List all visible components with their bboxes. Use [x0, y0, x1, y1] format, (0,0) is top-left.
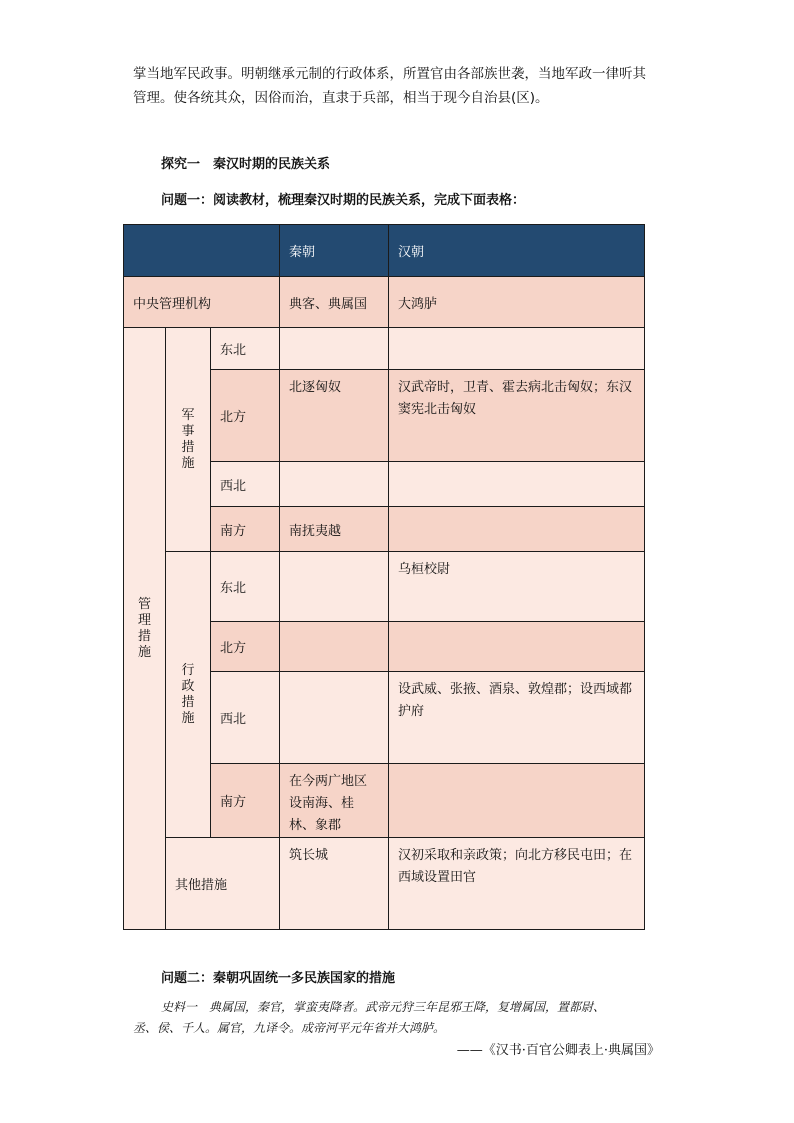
military-dir-northwest: 西北	[211, 462, 280, 507]
military-dir-north: 北方	[211, 370, 280, 462]
admin-dir-north: 北方	[211, 622, 280, 672]
admin-qin-north	[280, 622, 389, 672]
admin-qin-northwest	[280, 672, 389, 764]
source-citation: ——《汉书·百官公卿表上·典属国》	[456, 1043, 660, 1058]
management-label: 管理措施	[138, 596, 152, 660]
admin-qin-northeast	[280, 552, 389, 622]
military-han-northwest	[389, 462, 645, 507]
management-label-cell	[124, 328, 166, 930]
table-header-row	[124, 225, 645, 277]
military-qin-north: 北逐匈奴	[280, 370, 389, 462]
admin-han-south	[389, 764, 645, 838]
military-han-northeast	[389, 328, 645, 370]
admin-label-cell	[166, 552, 211, 838]
table-row-other	[124, 838, 645, 930]
military-han-north: 汉武帝时，卫青、霍去病北击匈奴；东汉窦宪北击匈奴	[389, 370, 645, 462]
source-line-1: 史料一 典属国，秦官，掌蛮夷降者。武帝元狩三年昆邪王降，复增属国，置都尉、	[161, 1000, 606, 1014]
admin-dir-south: 南方	[211, 764, 280, 838]
admin-label: 行政措施	[181, 662, 195, 726]
military-dir-south: 南方	[211, 507, 280, 552]
admin-dir-northeast: 东北	[211, 552, 280, 622]
table-row	[124, 552, 645, 622]
other-han: 汉初采取和亲政策；向北方移民屯田；在西域设置田官	[389, 838, 645, 930]
header-qin: 秦朝	[280, 225, 389, 277]
admin-han-north	[389, 622, 645, 672]
central-label: 中央管理机构	[124, 277, 280, 328]
header-blank-cell	[124, 225, 280, 277]
intro-line-1: 掌当地军民政事。明朝继承元制的行政体系，所置官由各部族世袭，当地军政一律听其	[133, 66, 646, 82]
military-qin-northeast	[280, 328, 389, 370]
military-han-south	[389, 507, 645, 552]
other-label: 其他措施	[166, 838, 280, 930]
intro-paragraph	[133, 62, 673, 110]
intro-line-2: 管理。使各统其众，因俗而治，直隶于兵部，相当于现今自治县(区)。	[133, 90, 549, 106]
source-line-2: 丞、侯、千人。属官，九译令。成帝河平元年省并大鸿胪。	[133, 1021, 446, 1035]
header-han: 汉朝	[389, 225, 645, 277]
central-qin: 典客、典属国	[280, 277, 389, 328]
question-1: 问题一：阅读教材，梳理秦汉时期的民族关系，完成下面表格：	[161, 193, 526, 208]
military-qin-northwest	[280, 462, 389, 507]
section-title: 探究一 秦汉时期的民族关系	[161, 157, 331, 172]
admin-qin-south: 在今两广地区设南海、桂林、象郡	[280, 764, 389, 838]
other-qin: 筑长城	[280, 838, 389, 930]
table-row	[124, 328, 645, 370]
central-han: 大鸿胪	[389, 277, 645, 328]
military-label-cell	[166, 328, 211, 552]
table-row-central	[124, 277, 645, 328]
question-2: 问题二：秦朝巩固统一多民族国家的措施	[161, 971, 396, 986]
ethnic-relations-table	[123, 224, 645, 930]
military-label: 军事措施	[181, 407, 195, 471]
admin-han-northwest: 设武威、张掖、酒泉、敦煌郡；设西域都护府	[389, 672, 645, 764]
source-excerpt	[133, 997, 673, 1039]
military-dir-northeast: 东北	[211, 328, 280, 370]
military-qin-south: 南抚夷越	[280, 507, 389, 552]
admin-han-northeast: 乌桓校尉	[389, 552, 645, 622]
admin-dir-northwest: 西北	[211, 672, 280, 764]
